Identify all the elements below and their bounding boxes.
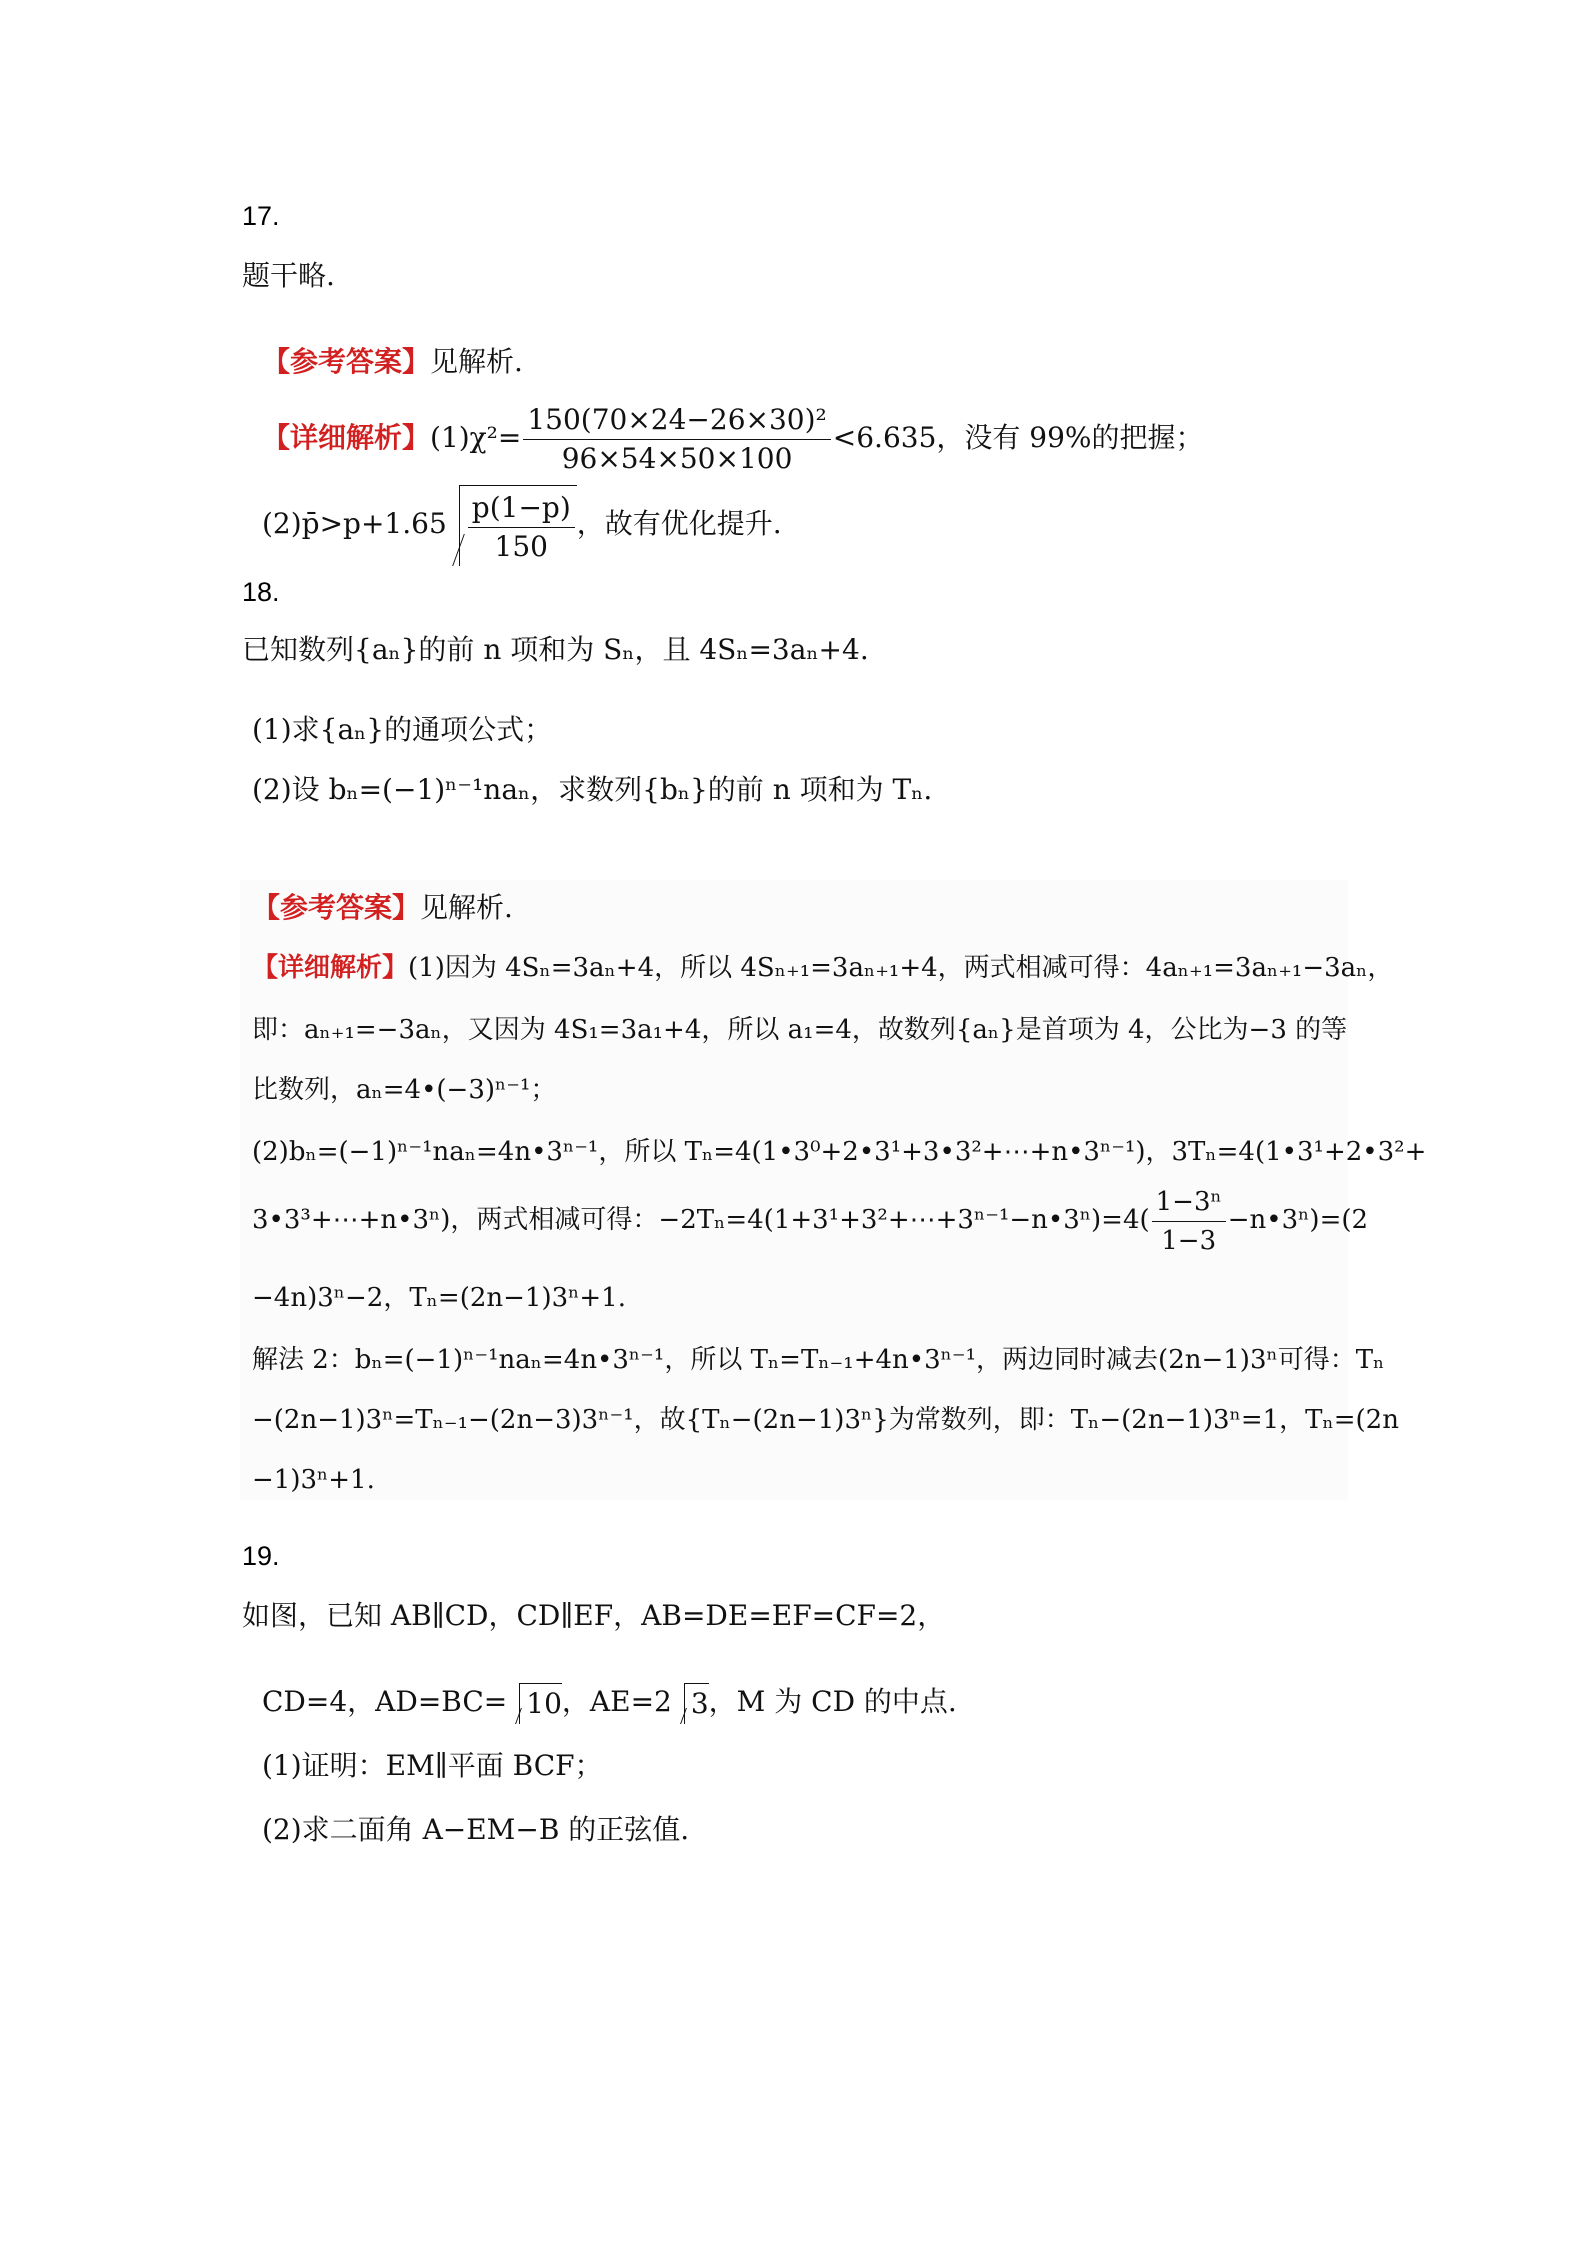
question-17-solution-line-1 (262, 398, 1204, 478)
question-17-answer (262, 342, 523, 382)
answer-tag: 【参考答案】 (252, 891, 421, 924)
sqrt-3 (684, 1683, 709, 1724)
fraction-numerator: 1−3ⁿ (1152, 1183, 1226, 1222)
question-19-part-1: (1)证明：EM∥平面 BCF； (262, 1749, 603, 1782)
stem-text-b: ，AE=2 (561, 1685, 672, 1718)
chi-square-fraction (523, 401, 830, 478)
solution-text: (1)因为 4Sₙ=3aₙ+4，所以 4Sₙ₊₁=3aₙ₊₁+4，两式相减可得：4aₙ₊₁=3aₙ₊₁−3aₙ， (408, 953, 1394, 983)
question-18-solution-line-5 (252, 1180, 1368, 1260)
sqrt-radicand: 10 (526, 1687, 562, 1720)
question-17-solution-line-2 (262, 484, 782, 566)
question-19-part-2: (2)求二面角 A−EM−B 的正弦值. (262, 1813, 690, 1846)
fraction-denominator: 1−3 (1161, 1225, 1217, 1256)
sqrt-10 (519, 1683, 562, 1724)
detail-tag: 【详细解析】 (252, 953, 409, 983)
question-18-answer (252, 888, 513, 928)
answer-text: 见解析. (420, 891, 513, 924)
solution-suffix: −n•3ⁿ)=(2 (1227, 1205, 1369, 1235)
fraction-denominator: 150 (494, 530, 548, 563)
question-18-solution-line-9: −1)3ⁿ+1. (252, 1465, 375, 1495)
solution-suffix: <6.635，没有 99%的把握； (832, 421, 1204, 454)
question-18-solution-line-3: 比数列，aₙ=4•(−3)ⁿ⁻¹； (252, 1075, 557, 1105)
question-17-stem: 题干略. (242, 259, 335, 292)
fraction-numerator: p(1−p) (468, 489, 575, 528)
solution-prefix: 3•3³+⋯+n•3ⁿ)，两式相减可得：−2Tₙ=4(1+3¹+3²+⋯+3ⁿ⁻¹−n•3ⁿ)=4( (252, 1205, 1150, 1235)
answer-text: 见解析. (430, 345, 523, 378)
question-18-part-2: (2)设 bₙ=(−1)ⁿ⁻¹naₙ，求数列{bₙ}的前 n 项和为 Tₙ. (252, 773, 933, 806)
question-18-solution-line-4: (2)bₙ=(−1)ⁿ⁻¹naₙ=4n•3ⁿ⁻¹，所以 Tₙ=4(1•3⁰+2•3¹+3•3²+⋯+n•3ⁿ⁻¹)，3Tₙ=4(1•3¹+2•3²+ (252, 1137, 1427, 1167)
question-19-stem-line-2 (262, 1682, 957, 1724)
geometric-sum-fraction (1152, 1183, 1226, 1260)
sqrt-fraction (468, 489, 575, 566)
question-18-solution-line-2: 即：aₙ₊₁=−3aₙ，又因为 4S₁=3a₁+4，所以 a₁=4，故数列{aₙ}是首项为 4，公比为−3 的等 (252, 1015, 1348, 1045)
sqrt-radicand: 3 (690, 1687, 709, 1720)
question-18-stem: 已知数列{aₙ}的前 n 项和为 Sₙ，且 4Sₙ=3aₙ+4. (242, 633, 869, 666)
square-root (459, 485, 577, 566)
question-18-number: 18. (242, 577, 280, 607)
question-18-part-1: (1)求{aₙ}的通项公式； (252, 713, 553, 746)
question-18-solution-line-7: 解法 2：bₙ=(−1)ⁿ⁻¹naₙ=4n•3ⁿ⁻¹，所以 Tₙ=Tₙ₋₁+4n•3ⁿ⁻¹，两边同时减去(2n−1)3ⁿ可得：Tₙ (252, 1345, 1385, 1375)
stem-text-a: CD=4，AD=BC= (262, 1685, 508, 1718)
solution-prefix: (2)p̄>p+1.65 (262, 507, 447, 540)
question-17-number: 17. (242, 201, 280, 231)
fraction-numerator: 150(70×24−26×30)² (523, 401, 830, 440)
solution-suffix: ，故有优化提升. (576, 507, 782, 540)
question-18-solution-line-8: −(2n−1)3ⁿ=Tₙ₋₁−(2n−3)3ⁿ⁻¹，故{Tₙ−(2n−1)3ⁿ}为常数列，即：Tₙ−(2n−1)3ⁿ=1，Tₙ=(2n (252, 1405, 1399, 1435)
stem-text-c: ，M 为 CD 的中点. (708, 1685, 957, 1718)
answer-tag: 【参考答案】 (262, 345, 431, 378)
detail-tag: 【详细解析】 (262, 421, 431, 454)
solution-prefix: (1)χ²= (430, 421, 522, 454)
question-18-solution-line-6: −4n)3ⁿ−2，Tₙ=(2n−1)3ⁿ+1. (252, 1283, 626, 1313)
question-19-stem-line-1: 如图，已知 AB∥CD，CD∥EF，AB=DE=EF=CF=2， (242, 1599, 946, 1632)
question-19-number: 19. (242, 1541, 280, 1571)
fraction-denominator: 96×54×50×100 (561, 442, 793, 475)
question-18-solution-line-1 (252, 948, 1393, 988)
